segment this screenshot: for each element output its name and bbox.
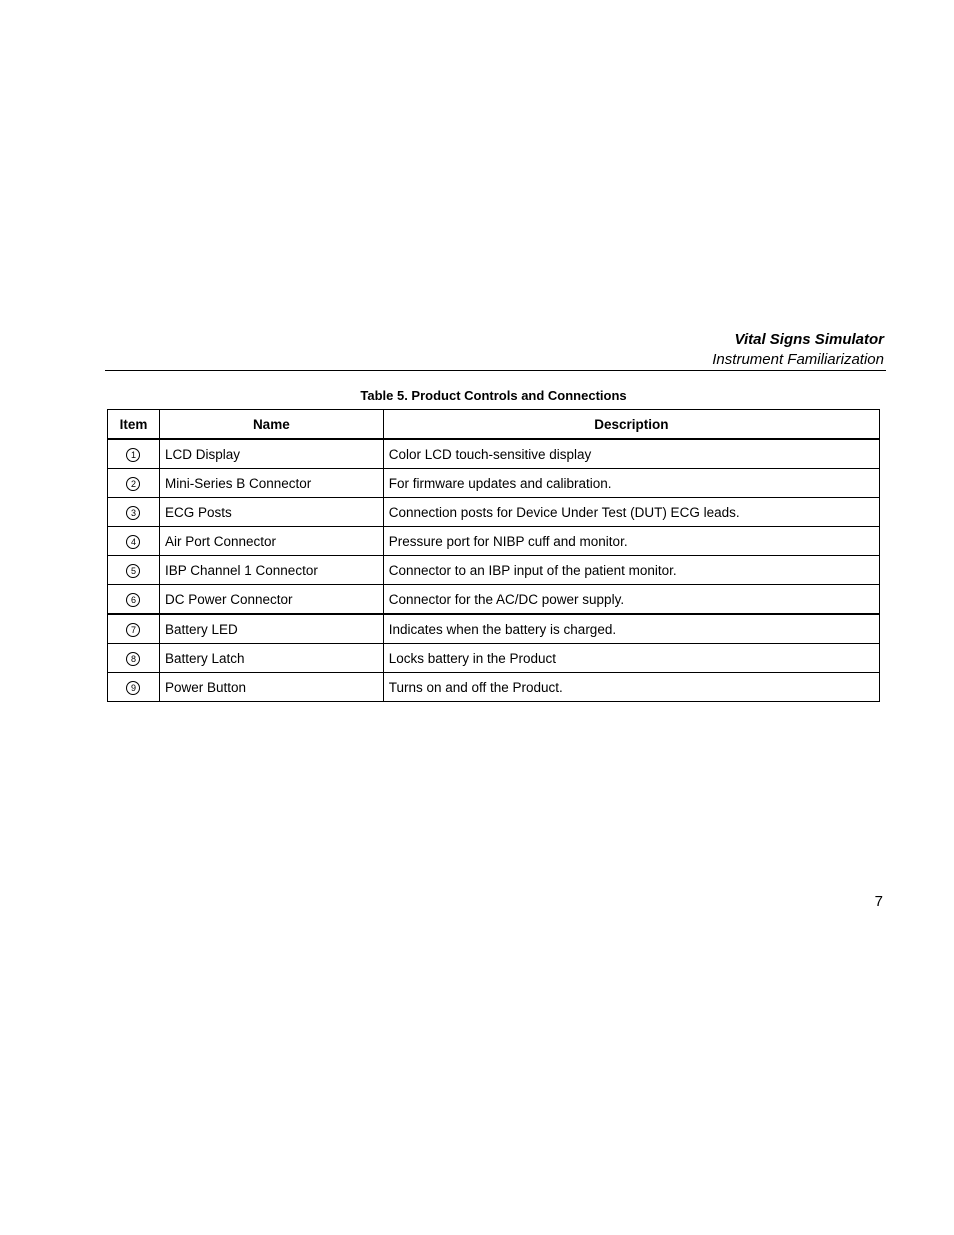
name-cell: LCD Display [159,439,383,469]
item-number: 3 [126,506,140,520]
table-row [108,469,880,498]
name-cell: DC Power Connector [159,585,383,615]
name-cell: Battery LED [159,614,383,644]
item-cell [108,644,160,673]
name-cell: Mini-Series B Connector [159,469,383,498]
table-row [108,644,880,673]
page-number: 7 [874,893,883,910]
item-cell [108,614,160,644]
item-number: 9 [126,681,140,695]
table-row [108,673,880,702]
running-header [712,330,884,370]
table-header-row [108,410,880,440]
header-rule [105,370,886,371]
table-caption: Table 5. Product Controls and Connections [360,388,627,403]
item-number: 2 [126,477,140,491]
document-title: Vital Signs Simulator [734,331,884,348]
table-row [108,527,880,556]
item-number: 5 [126,564,140,578]
description-cell: Color LCD touch-sensitive display [383,439,879,469]
column-header-description: Description [383,410,879,440]
name-cell: Air Port Connector [159,527,383,556]
description-cell: Pressure port for NIBP cuff and monitor. [383,527,879,556]
table-row [108,439,880,469]
description-cell: Connector for the AC/DC power supply. [383,585,879,615]
table-row [108,614,880,644]
item-cell [108,673,160,702]
item-number: 4 [126,535,140,549]
name-cell: Battery Latch [159,644,383,673]
item-cell [108,585,160,615]
description-cell: Connection posts for Device Under Test (DUT) ECG leads. [383,498,879,527]
description-cell: Connector to an IBP input of the patient monitor. [383,556,879,585]
name-cell: Power Button [159,673,383,702]
item-cell [108,498,160,527]
section-title: Instrument Familiarization [712,351,884,368]
item-number: 8 [126,652,140,666]
name-cell: IBP Channel 1 Connector [159,556,383,585]
name-cell: ECG Posts [159,498,383,527]
column-header-item: Item [108,410,160,440]
item-number: 7 [126,623,140,637]
description-cell: For firmware updates and calibration. [383,469,879,498]
table-row [108,585,880,615]
item-cell [108,439,160,469]
description-cell: Indicates when the battery is charged. [383,614,879,644]
table-row [108,556,880,585]
description-cell: Locks battery in the Product [383,644,879,673]
description-cell: Turns on and off the Product. [383,673,879,702]
controls-table [107,409,880,702]
table-row [108,498,880,527]
item-number: 6 [126,593,140,607]
item-cell [108,527,160,556]
item-cell [108,469,160,498]
column-header-name: Name [159,410,383,440]
item-number: 1 [126,448,140,462]
item-cell [108,556,160,585]
